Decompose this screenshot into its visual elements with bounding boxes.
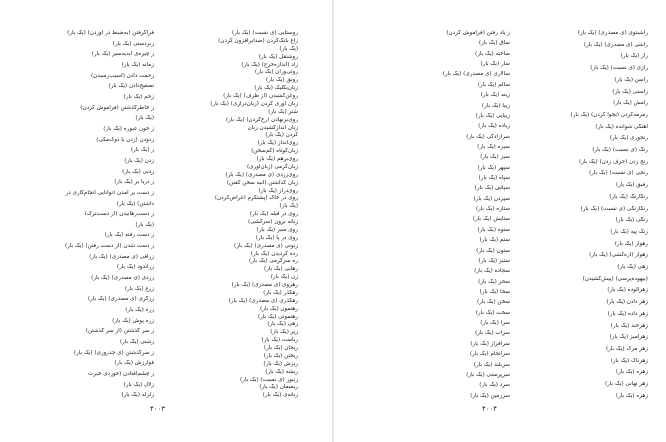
index-entry: راز (یک بار) xyxy=(620,53,648,60)
right-page-number: ۴۰۰۴ xyxy=(482,405,498,413)
index-entry: رهنمونی (یک بار) xyxy=(257,313,298,320)
index-entry: زلال (یک بار) xyxy=(123,381,154,388)
index-entry: رازی (ی نسبت) (یک بار) xyxy=(590,65,648,72)
index-entry: زنگ پیه (یک بار) xyxy=(610,228,648,235)
index-entry: زلزله (یک بار) xyxy=(121,392,154,399)
index-entry: رهایی (یک بار) xyxy=(263,266,298,273)
index-entry: ستایش (یک بار) xyxy=(472,216,510,223)
index-entry: (یک بار) xyxy=(135,115,154,122)
index-entry: ریحان (یک بار) xyxy=(263,345,298,351)
index-entry: داشتن) (یک بار) xyxy=(116,200,154,207)
index-entry: روی در پا (یک بار) xyxy=(255,234,298,241)
index-entry: زبان گذاشتن (انبه سخن گفتن) xyxy=(226,179,298,186)
index-entry: رهروی (ی مصدری) (یک بار) xyxy=(231,282,298,288)
index-entry: رهگذر (یک بار) xyxy=(263,289,298,296)
index-entry: زردی (ی مصدری) (یک بار) xyxy=(91,275,154,282)
index-entry: آهنگی شوانده (یک بار) xyxy=(595,123,648,130)
index-entry: روی در قبله (یک بار) xyxy=(249,211,298,218)
index-entry: زرع (یک بار) xyxy=(124,285,154,292)
index-entry: زنبور (ی نسبت) (یک بار) xyxy=(239,376,298,383)
index-entry: زینه (یک بار) xyxy=(480,92,510,99)
index-entry: ریاست (یک بار) xyxy=(261,337,298,344)
index-entry: زهره (یک بار) xyxy=(615,392,648,399)
right-page xyxy=(334,0,666,442)
index-entry: ساق (یک بار) xyxy=(478,40,510,47)
index-entry: رنگارنگ (یک بار) xyxy=(609,193,648,200)
index-entry: زبان‌گرمی (زبان‌آوری) xyxy=(246,163,298,170)
index-entry: زرافی (ی مصدری) (یک بار) xyxy=(89,253,154,260)
index-entry: روشنقل (یک بار) xyxy=(258,53,298,60)
left-page xyxy=(0,0,332,442)
index-entry: زیاده (یک بار) xyxy=(478,123,510,130)
index-entry: سحر (یک بار) xyxy=(478,278,510,285)
index-entry: زهرناک (یک بار) xyxy=(610,357,648,364)
left-page-column-right xyxy=(180,30,298,400)
index-entry: رهوار (یک بار) xyxy=(614,240,648,247)
index-entry: سربلند (یک بار) xyxy=(473,361,510,368)
index-entry: زبان‌کوتاه (کم‌سخن) xyxy=(251,148,298,155)
index-entry: زبان آوری کردن (زبان‌درازی) (یک بار) xyxy=(210,100,298,107)
index-entry: رونق (یک بار) xyxy=(265,77,298,84)
index-entry: رنج زدن (حرف زدن) (یک بار) xyxy=(579,158,648,165)
index-entry: سبزه (یک بار) xyxy=(477,143,510,150)
index-entry: زمانه (یک بار) xyxy=(121,61,154,68)
left-page-column-left xyxy=(36,30,154,400)
index-entry: زبانه‌ی (یک بار) xyxy=(262,392,298,399)
index-entry: ستیز (یک بار) xyxy=(478,257,510,264)
index-entry: زیبایی (یک بار) xyxy=(475,112,510,119)
index-entry: ساخته (یک بار) xyxy=(475,50,510,57)
index-entry: سخا (یک بار) xyxy=(479,288,510,295)
index-entry: ز دست‌رهانیدن (از دست‌ترک) xyxy=(84,211,154,218)
index-entry: رنگارنگی (ی نسبت) (یک بار) xyxy=(580,205,648,212)
index-entry: رفیق (یک بار) xyxy=(615,182,648,189)
index-entry: زاد (اندازه‌خرج) (یک بار) xyxy=(241,61,298,68)
index-entry: رامش (یک بار) xyxy=(613,100,648,107)
index-entry: زهره (یک بار) xyxy=(615,369,648,376)
index-entry: سخن (یک بار) xyxy=(476,299,510,306)
index-entry: ره سرگرمی (یک بار) xyxy=(248,258,298,265)
index-entry: رنجی (ی نسبت) (یک بار) xyxy=(588,170,648,177)
index-entry: زبان اندازکشیدن زبان xyxy=(247,124,298,131)
index-entry: زراندود (یک بار) xyxy=(116,264,154,271)
index-entry: زره (یک بار) xyxy=(125,307,154,314)
index-entry: زخم (یک بار) xyxy=(123,93,154,100)
index-entry: زبردستی (یک بار) xyxy=(112,40,154,47)
index-entry: زدن (یک بار) xyxy=(124,157,154,164)
index-entry: ستاره (یک بار) xyxy=(475,206,510,213)
index-entry: زحمت دادن (آسیب‌رسیدن) xyxy=(91,72,154,79)
index-entry: (یک بار) xyxy=(279,45,298,52)
index-entry: روی‌زردی (ی مصدری) (یک بار) xyxy=(225,171,298,178)
index-entry: سرافراز (یک بار) xyxy=(470,340,510,347)
index-entry: ز چشم‌افتادن (خوردی خبرت xyxy=(87,371,154,377)
index-entry: روی سبز (یک بار) xyxy=(256,226,298,233)
index-entry: روستایی (ی نسبت) (یک بار) xyxy=(231,30,298,36)
index-entry: فوارزش (یک بار) xyxy=(114,360,154,367)
index-entry: روی در خاک (پشتگرم اعراض‌کردن) xyxy=(214,195,298,202)
index-entry: روی‌انداز (یک بار) xyxy=(257,140,298,147)
index-entry: زهی (یک بار) xyxy=(267,321,298,328)
index-entry: سپهر (یک بار) xyxy=(477,164,510,171)
index-entry: زبونی (ی مصدری) (یک بار) xyxy=(234,242,298,249)
index-entry: شتر (یک بار) xyxy=(268,108,298,115)
index-entry: سالاری (ی مصدری) (یک بار) xyxy=(442,71,510,78)
index-entry: ز دست رفته (یک بار) xyxy=(104,232,154,239)
index-entry: سالم (یک بار) xyxy=(477,81,510,88)
index-entry: ز دریا بر (یک بار) xyxy=(114,179,154,186)
index-entry: ریختن (یک بار) xyxy=(263,352,298,359)
index-entry: زره پوش (یک بار) xyxy=(112,317,154,324)
index-entry: ز دست بر آمدن (توانایی انجام‌کاری در xyxy=(65,189,154,196)
index-entry: رده گردیدن (یک بار) xyxy=(250,250,298,257)
index-entry: سرپرستی (یک بار) xyxy=(466,371,510,378)
index-entry: رنگی (یک بار) xyxy=(615,217,648,224)
index-entry: زهر داده (یک بار) xyxy=(607,310,648,317)
index-entry: رهنمون (یک بار) xyxy=(259,305,298,312)
index-entry: زهر نهانی (یک بار) xyxy=(604,381,648,388)
right-page-column-left xyxy=(392,30,510,400)
index-entry: رهگذری (ی مصدری) (یک بار) xyxy=(228,297,298,304)
index-entry: ز (یک بار) xyxy=(130,147,154,154)
index-entry: زدنی (یک بار) xyxy=(122,168,154,175)
index-entry: سرد (یک بار) xyxy=(479,382,510,389)
index-entry: زن (یک بار) xyxy=(270,274,298,281)
index-entry: زهی (یک بار) xyxy=(617,264,648,271)
left-page-number: ۴۰۰۳ xyxy=(150,405,166,413)
right-page-column-right xyxy=(530,30,648,400)
index-entry: سخت (یک بار) xyxy=(475,309,510,316)
index-entry: راسن (یک بار) xyxy=(614,76,648,83)
index-entry: ریزش (یک بار) xyxy=(263,360,298,367)
index-entry: زیبا (یک بار) xyxy=(481,102,510,109)
index-entry: ز یاد رفتن (فراموش کردن) xyxy=(446,30,510,36)
index-entry: (یک بار) xyxy=(135,221,154,228)
index-entry: زهرآمیز (یک بار) xyxy=(609,334,648,341)
index-entry: سپاس (یک بار) xyxy=(474,185,510,192)
index-entry: ز سر گذشتن (از سر گذشتن) xyxy=(85,328,154,335)
index-entry: سجاده (یک بار) xyxy=(474,268,510,275)
index-entry: ز خون عبوره (یک بار) xyxy=(103,125,154,132)
index-entry: ستوه (یک بار) xyxy=(477,226,510,233)
index-entry: زرگری (ی مصدری) (یک بار) xyxy=(87,296,154,303)
index-entry: زهر دادن (یک بار) xyxy=(606,299,648,306)
index-entry: راشبتوی (ی مصدری) (یک بار) xyxy=(577,30,648,36)
index-entry: فراگرفتن (به‌ضبط در آوردن) (یک بار) xyxy=(67,30,154,36)
index-entry: رنگ (ی نسبت) (یک بار) xyxy=(592,147,648,154)
index-entry: زهرخند (یک بار) xyxy=(610,322,648,329)
index-entry: ستم (یک بار) xyxy=(479,237,510,244)
index-entry: ز سرگذشتن (ی جدروری) (یک بار) xyxy=(73,349,154,356)
index-entry: سراب (یک بار) xyxy=(474,330,510,337)
index-entry: زهرآلوده (یک بار) xyxy=(607,287,648,294)
index-entry: کردن (یک بار) xyxy=(265,132,298,139)
index-entry: زبان‌بکلیک (یک بار) xyxy=(254,85,298,92)
index-entry: (بیهوده‌پرسی) (پیش‌کشیدن) xyxy=(582,275,648,282)
index-entry: ریشه (یک بار) xyxy=(265,368,298,375)
index-entry: روی‌برنهادن (رخ‌کردن) (یک بار) xyxy=(225,116,298,123)
index-entry: سرانجام (یک بار) xyxy=(469,351,510,358)
index-entry: سرزمین (یک بار) xyxy=(470,392,510,399)
index-entry: سپردن (یک بار) xyxy=(473,195,510,202)
index-entry: تصعیح‌دادن (یک بار) xyxy=(108,83,154,90)
index-entry: زبانه برون (سرکشی) xyxy=(248,219,298,225)
index-entry: زهر مرگ (یک بار) xyxy=(605,345,648,352)
index-entry: رنجوری (یک بار) xyxy=(609,135,648,142)
index-entry: راشی (ی مصدری) (یک بار) xyxy=(583,41,648,48)
index-entry: روی‌دراز (یک بار) xyxy=(258,187,298,194)
index-entry: ز چیره‌ی ابدیه‌سیر (یک بار) xyxy=(91,51,154,58)
index-entry: سار (یک بار) xyxy=(480,61,510,68)
index-entry: زیر (یک بار) xyxy=(270,329,298,336)
index-entry: ستون (یک بار) xyxy=(476,247,510,254)
index-entry: روی‌برهم (یک بار) xyxy=(256,156,298,162)
index-entry: زشتی (یک بار) xyxy=(119,339,154,346)
index-entry: زاغ بانگ‌کردن (صدابرافزون کردن) xyxy=(218,37,298,44)
index-entry: سرآزادگی (یک بار) xyxy=(466,133,510,140)
index-entry: ز دست شدن (از دست رفتن) (یک بار) xyxy=(64,243,154,250)
index-entry: (یک بار) xyxy=(279,203,298,210)
index-entry: سبز (یک بار) xyxy=(480,154,510,161)
index-entry: ریسمان (یک بار) xyxy=(259,384,298,391)
index-entry: زدودن (زدن با دوک‌مکی) xyxy=(96,136,154,143)
index-entry: سرا (یک بار) xyxy=(480,320,510,327)
index-entry: رمرمه‌کردن (نجوا کردن) (یک بار) xyxy=(570,111,648,118)
index-entry: سپاه (یک بار) xyxy=(478,175,510,182)
index-entry: راستی (یک بار) xyxy=(612,88,648,95)
index-entry: روئی‌وران (یک بار) xyxy=(254,69,298,76)
index-entry: زهوار (اره‌کشی) (یک بار) xyxy=(589,252,648,259)
index-entry: روغن‌کشیدن (از ظرف) (یک بار) xyxy=(223,93,298,99)
index-entry: ز خاطرگذشتن (فراموش کردن) xyxy=(80,104,154,111)
